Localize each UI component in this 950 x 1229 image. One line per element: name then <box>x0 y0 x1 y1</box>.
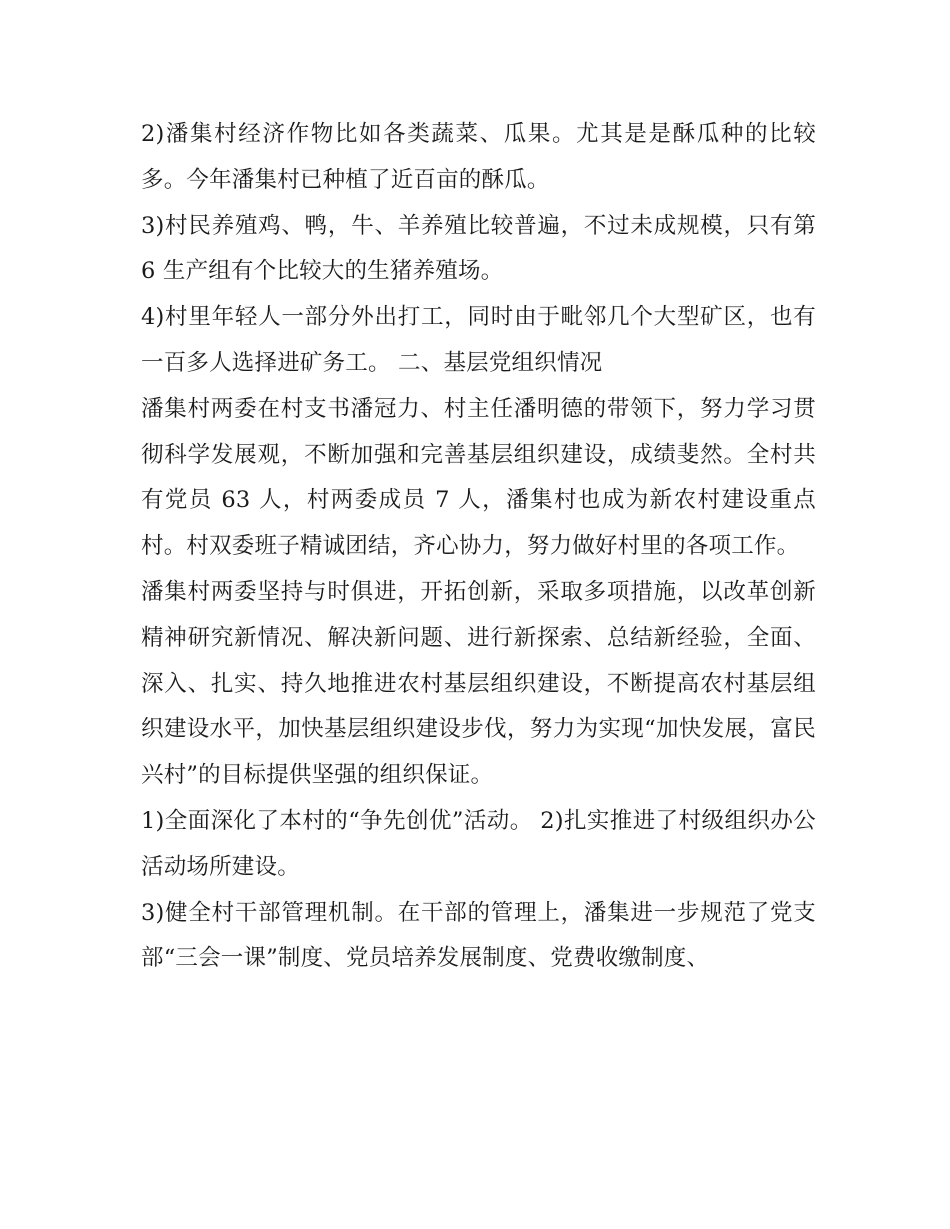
paragraph-cadre-management: 3)健全村干部管理机制。在干部的管理上，潘集进一步规范了党支部“三会一课”制度、党员培养发展制度、党费收缴制度、 <box>141 899 816 972</box>
paragraph-activities: 1)全面深化了本村的“争先创优”活动。 2)扎实推进了村级组织办公活动场所建设。 <box>141 807 816 880</box>
document-body <box>141 112 816 982</box>
paragraph-livestock: 3)村民养殖鸡、鸭，牛、羊养殖比较普遍，不过未成规模，只有第 6 生产组有个比较大的生猪养殖场。 <box>141 212 816 285</box>
paragraph-innovation: 潘集村两委坚持与时俱进，开拓创新，采取多项措施，以改革创新精神研究新情况、解决新问题、进行新探索、总结新经验，全面、深入、扎实、持久地推进农村基层组织建设，不断提高农村基层组织建设水平，加快基层组织建设步伐，努力为实现“加快发展，富民兴村”的目标提供坚强的组织保证。 <box>141 578 816 789</box>
paragraph-labor: 4)村里年轻人一部分外出打工，同时由于毗邻几个大型矿区，也有一百多人选择进矿务工。 二、基层党组织情况 <box>141 304 816 376</box>
paragraph-cash-crops: 2)潘集村经济作物比如各类蔬菜、瓜果。尤其是是酥瓜种的比较多。今年潘集村已种植了近百亩的酥瓜。 <box>141 121 816 193</box>
paragraph-party-committee: 潘集村两委在村支书潘冠力、村主任潘明德的带领下，努力学习贯彻科学发展观，不断加强和完善基层组织建设，成绩斐然。全村共有党员 63 人，村两委成员 7 人，潘集村也成为新农村建设重点村。村双委班子精诚团结，齐心协力，努力做好村里的各项工作。 <box>141 395 816 560</box>
